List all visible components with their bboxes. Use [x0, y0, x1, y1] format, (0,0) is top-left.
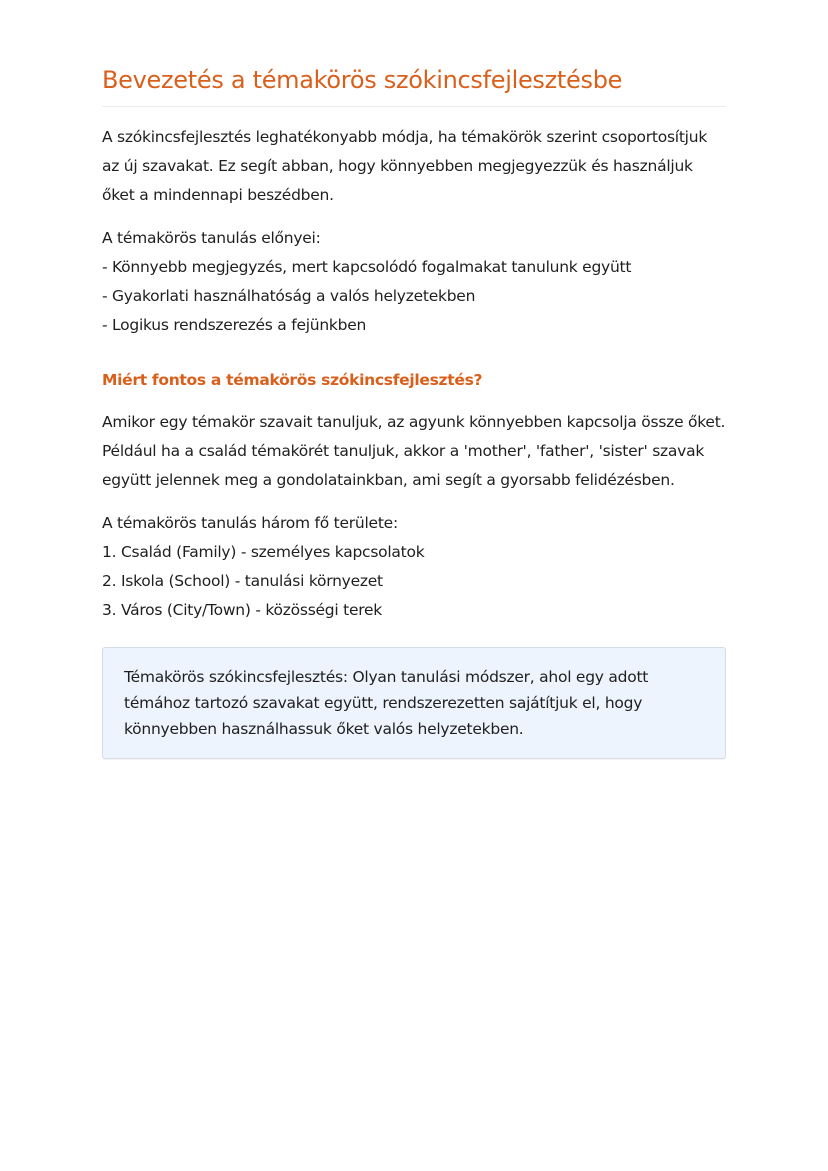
- document-page: [102, 60, 726, 759]
- definition-text: Témakörös szókincsfejlesztés: Olyan tanulási módszer, ahol egy adott témához tartozó szavakat együtt, rendszerezetten sajátítjuk el, hogy könnyebben használhassuk őket valós helyzetekben.: [124, 668, 649, 738]
- areas-heading: A témakörös tanulás három fő területe:: [102, 514, 398, 532]
- areas-block: [102, 509, 726, 625]
- list-item: 2. Iskola (School) - tanulási környezet: [102, 572, 383, 590]
- definition-box: [102, 647, 726, 759]
- list-item: - Gyakorlati használhatóság a valós helyzetekben: [102, 287, 476, 305]
- section-paragraph: Amikor egy témakör szavait tanuljuk, az agyunk könnyebben kapcsolja össze őket. Például ha a család témakörét tanuljuk, akkor a 'mother', 'father', 'sister' szavak együtt jelennek meg a gondolatainkban, ami segít a gyorsabb felidézésben.: [102, 413, 726, 489]
- advantages-block: [102, 224, 726, 340]
- section-heading: Miért fontos a témakörös szókincsfejlesztés?: [102, 371, 483, 389]
- list-item: 1. Család (Family) - személyes kapcsolatok: [102, 543, 425, 561]
- list-item: 3. Város (City/Town) - közösségi terek: [102, 601, 383, 619]
- list-item: - Logikus rendszerezés a fejünkben: [102, 316, 367, 334]
- intro-paragraph: A szókincsfejlesztés leghatékonyabb módja, ha témakörök szerint csoportosítjuk az új szavakat. Ez segít abban, hogy könnyebben megjegyezzük és használjuk őket a mindennapi beszédben.: [102, 128, 708, 204]
- page-title: Bevezetés a témakörös szókincsfejlesztésbe: [102, 60, 726, 107]
- list-item: - Könnyebb megjegyzés, mert kapcsolódó fogalmakat tanulunk együtt: [102, 258, 632, 276]
- advantages-heading: A témakörös tanulás előnyei:: [102, 229, 321, 247]
